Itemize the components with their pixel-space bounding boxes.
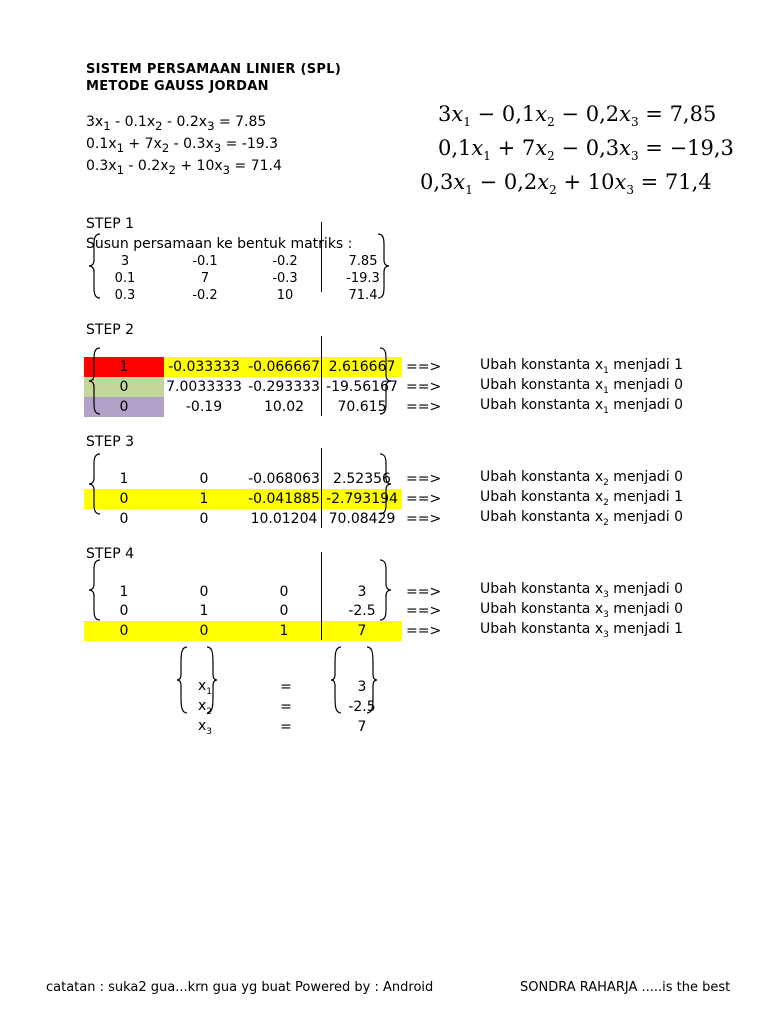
matrix-cell: 0 [279, 584, 289, 600]
matrix-cell: 2.52356 [333, 471, 391, 487]
arrow: ==> [406, 584, 442, 600]
matrix-cell: 0.1 [114, 271, 136, 286]
math-equation-2: $0,1x_1 + 7x_2 - 0,3x_3 = -19,3$ [438, 136, 734, 164]
matrix-cell: 3 [357, 584, 367, 600]
matrix-cell: -19.3 [346, 271, 380, 286]
matrix-cell: 0 [84, 397, 164, 417]
step4-separator [321, 552, 322, 640]
matrix-cell: 1 [164, 489, 244, 509]
math-equation-3: $0,3x_1 - 0,2x_2 + 10x_3 = 71,4$ [420, 170, 712, 198]
page-title: SISTEM PERSAMAAN LINIER (SPL) [86, 62, 342, 77]
matrix-cell: 0 [279, 603, 289, 619]
matrix-cell: 1 [84, 357, 164, 377]
solution-var: $x_2$ [198, 698, 213, 717]
matrix-cell: 2.616667 [322, 357, 402, 377]
step1-label: STEP 1 [86, 216, 135, 232]
equation-1: $3x_1 - 0.1x_2 - 0.2x_3 = 7.85$ [86, 114, 267, 133]
matrix-cell: 0 [164, 621, 244, 641]
arrow: ==> [406, 511, 442, 527]
matrix-cell: 0 [199, 471, 209, 487]
step3-note: Ubah konstanta $x_2$ menjadi 0 [480, 509, 684, 528]
matrix-cell: 7.0033333 [166, 379, 242, 395]
matrix-cell: -0.041885 [244, 489, 324, 509]
matrix-cell: 1 [244, 621, 324, 641]
step3-left-brace [88, 452, 104, 516]
matrix-cell: 0 [199, 584, 209, 600]
matrix-cell: -19.56167 [326, 379, 398, 395]
matrix-cell: 70.615 [337, 399, 387, 415]
step3-separator [321, 448, 322, 528]
solution-value: -2.5 [348, 699, 376, 715]
matrix-cell: 1 [119, 584, 129, 600]
arrow: ==> [406, 471, 442, 487]
step2-separator [321, 336, 322, 416]
matrix-cell: 10.02 [263, 399, 305, 415]
matrix-cell: 0 [199, 511, 209, 527]
step2-right-brace [376, 346, 392, 416]
matrix-cell: -2.793194 [322, 489, 402, 509]
step2-label: STEP 2 [86, 322, 135, 338]
footer-author: SONDRA RAHARJA .....is the best [520, 980, 731, 995]
matrix-cell: -2.5 [348, 603, 376, 619]
arrow: ==> [406, 359, 442, 375]
matrix-cell: -0.3 [272, 271, 298, 286]
arrow: ==> [406, 623, 442, 639]
equals-sign: = [280, 719, 292, 735]
arrow: ==> [406, 491, 442, 507]
matrix-cell: -0.068063 [248, 471, 320, 487]
step2-note: Ubah konstanta $x_1$ menjadi 0 [480, 377, 684, 396]
step4-label: STEP 4 [86, 546, 135, 562]
step3-note: Ubah konstanta $x_2$ menjadi 0 [480, 469, 684, 488]
matrix-cell: 7 [322, 621, 402, 641]
solution-var: $x_3$ [198, 718, 213, 737]
footer-note: catatan : suka2 gua...krn gua yg buat Powered by : Android [46, 980, 434, 995]
step3-label: STEP 3 [86, 434, 135, 450]
matrix-cell: 0 [84, 489, 164, 509]
solution-value: 7 [357, 719, 367, 735]
matrix-cell: 7.85 [348, 254, 378, 269]
step2-note: Ubah konstanta $x_1$ menjadi 0 [480, 397, 684, 416]
solution-left-brace [176, 645, 190, 715]
arrow: ==> [406, 603, 442, 619]
matrix-cell: -0.19 [185, 399, 223, 415]
page-subtitle: METODE GAUSS JORDAN [86, 79, 269, 94]
matrix-cell: 0 [84, 621, 164, 641]
step4-left-brace [88, 558, 104, 622]
matrix-cell: -0.066667 [244, 357, 324, 377]
matrix-cell: 10.01204 [250, 511, 318, 527]
step4-note: Ubah konstanta $x_3$ menjadi 0 [480, 601, 684, 620]
matrix-cell: 71.4 [348, 288, 378, 303]
matrix-cell: -0.033333 [164, 357, 244, 377]
step3-note: Ubah konstanta $x_2$ menjadi 1 [480, 489, 684, 508]
step4-note: Ubah konstanta $x_3$ menjadi 1 [480, 621, 684, 640]
matrix-cell: -0.293333 [248, 379, 320, 395]
matrix-cell: -0.2 [272, 254, 298, 269]
matrix-cell: 1 [119, 471, 129, 487]
typeset-equations [420, 100, 734, 200]
math-equation-1: $3x_1 - 0,1x_2 - 0,2x_3 = 7,85$ [438, 102, 717, 130]
equals-sign: = [280, 699, 292, 715]
step4-right-brace [376, 558, 392, 622]
matrix-cell: 0 [119, 511, 129, 527]
matrix-cell: 10 [276, 288, 294, 303]
solution-value: 3 [357, 679, 367, 695]
equation-2: $0.1x_1 + 7x_2 - 0.3x_3 = -19.3$ [86, 136, 279, 155]
step1-instruction: Susun persamaan ke bentuk matriks : [86, 236, 353, 252]
matrix-cell: 1 [199, 603, 209, 619]
equals-sign: = [280, 679, 292, 695]
step2-left-brace [88, 346, 104, 416]
matrix-cell: 3 [120, 254, 130, 269]
matrix-cell: 0.3 [114, 288, 136, 303]
arrow: ==> [406, 379, 442, 395]
step2-note: Ubah konstanta $x_1$ menjadi 1 [480, 357, 684, 376]
matrix-cell: 0 [84, 377, 164, 397]
arrow: ==> [406, 399, 442, 415]
matrix-cell: 0 [119, 603, 129, 619]
solution-var: $x_1$ [198, 678, 213, 697]
matrix-cell: -0.2 [192, 288, 218, 303]
matrix-cell: -0.1 [192, 254, 218, 269]
matrix-cell: 7 [200, 271, 210, 286]
equation-3: $0.3x_1 - 0.2x_2 + 10x_3 = 71.4$ [86, 158, 282, 177]
step3-right-brace [376, 452, 392, 516]
matrix-cell: 70.08429 [328, 511, 396, 527]
step4-note: Ubah konstanta $x_3$ menjadi 0 [480, 581, 684, 600]
